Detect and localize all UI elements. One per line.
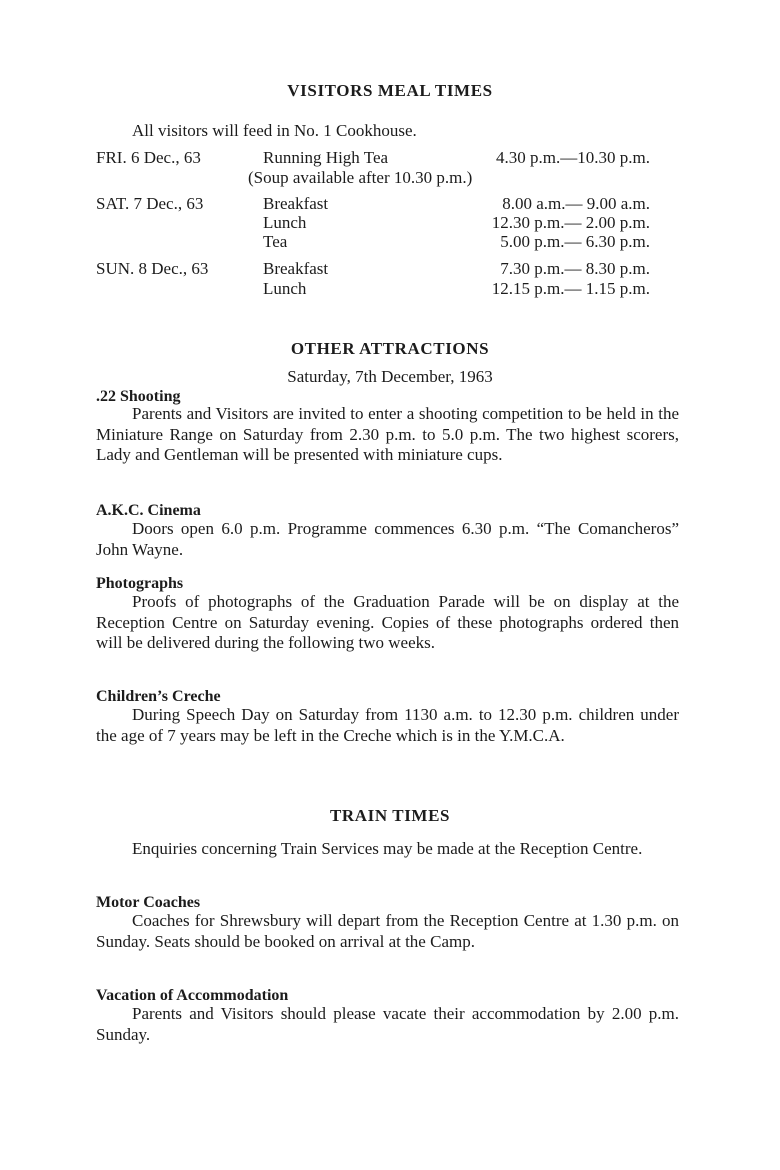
cinema-text bbox=[96, 519, 679, 560]
train-times-heading: TRAIN TIMES bbox=[329, 806, 451, 825]
shooting-title: .22 Shooting bbox=[96, 388, 181, 405]
attractions-date: Saturday, 7th December, 1963 bbox=[287, 367, 493, 386]
cinema-text-content: Doors open 6.0 p.m. Programme commences 6.30 p.m. “The Comancheros” John Wayne. bbox=[96, 519, 679, 559]
vacation-text-content: Parents and Visitors should please vacate their accommodation by 2.00 p.m. Sunday. bbox=[96, 1004, 679, 1044]
train-times-intro bbox=[96, 839, 679, 860]
meal-name: Running High Tea bbox=[263, 148, 389, 167]
meal-name: Breakfast bbox=[263, 194, 329, 213]
meal-name: Tea bbox=[263, 232, 288, 251]
meal-day-sun: SUN. 8 Dec., 63 bbox=[96, 259, 209, 278]
coaches-text-content: Coaches for Shrewsbury will depart from the Reception Centre at 1.30 p.m. on Sunday. Seats should be booked on arrival at the Camp. bbox=[96, 911, 679, 951]
meal-time: 4.30 p.m.—10.30 p.m. bbox=[496, 148, 650, 167]
coaches-text bbox=[96, 911, 679, 952]
meal-name: Lunch bbox=[263, 213, 307, 232]
photographs-title: Photographs bbox=[96, 575, 184, 592]
shooting-text-content: Parents and Visitors are invited to enter a shooting competition to be held in the Miniature Range on Saturday from 2.30 p.m. to 5.0 p.m. The two highest scorers, Lady and Gentleman will be presented with miniature cups. bbox=[96, 404, 679, 464]
shooting-text bbox=[96, 404, 679, 466]
creche-text-content: During Speech Day on Saturday from 1130 a.m. to 12.30 p.m. children under the age of 7 years may be left in the Creche which is in the Y.M.C.A. bbox=[96, 705, 679, 745]
attractions-heading: OTHER ATTRACTIONS bbox=[290, 339, 490, 358]
meal-note: (Soup available after 10.30 p.m.) bbox=[248, 168, 473, 187]
meal-name: Lunch bbox=[263, 279, 307, 298]
meal-time: 12.30 p.m.— 2.00 p.m. bbox=[491, 213, 650, 232]
photographs-text bbox=[96, 592, 679, 654]
creche-text bbox=[96, 705, 679, 746]
meal-day-sat: SAT. 7 Dec., 63 bbox=[96, 194, 204, 213]
coaches-title: Motor Coaches bbox=[96, 894, 201, 911]
vacation-title: Vacation of Accommodation bbox=[96, 987, 289, 1004]
cinema-title: A.K.C. Cinema bbox=[96, 502, 201, 519]
meal-times-heading: VISITORS MEAL TIMES bbox=[287, 81, 493, 100]
meal-time: 12.15 p.m.— 1.15 p.m. bbox=[491, 279, 650, 298]
meal-time: 5.00 p.m.— 6.30 p.m. bbox=[500, 232, 650, 251]
meal-name: Breakfast bbox=[263, 259, 329, 278]
meal-time: 7.30 p.m.— 8.30 p.m. bbox=[500, 259, 650, 278]
train-times-intro-content: Enquiries concerning Train Services may be made at the Reception Centre. bbox=[132, 839, 643, 858]
meal-times-intro: All visitors will feed in No. 1 Cookhouse. bbox=[132, 121, 417, 140]
meal-day-fri: FRI. 6 Dec., 63 bbox=[96, 148, 201, 167]
creche-title: Children’s Creche bbox=[96, 688, 221, 705]
vacation-text bbox=[96, 1004, 679, 1045]
meal-time: 8.00 a.m.— 9.00 a.m. bbox=[502, 194, 650, 213]
photographs-text-content: Proofs of photographs of the Graduation Parade will be on display at the Reception Centre on Saturday evening. Copies of these photographs ordered then will be delivered during the following two weeks. bbox=[96, 592, 679, 652]
